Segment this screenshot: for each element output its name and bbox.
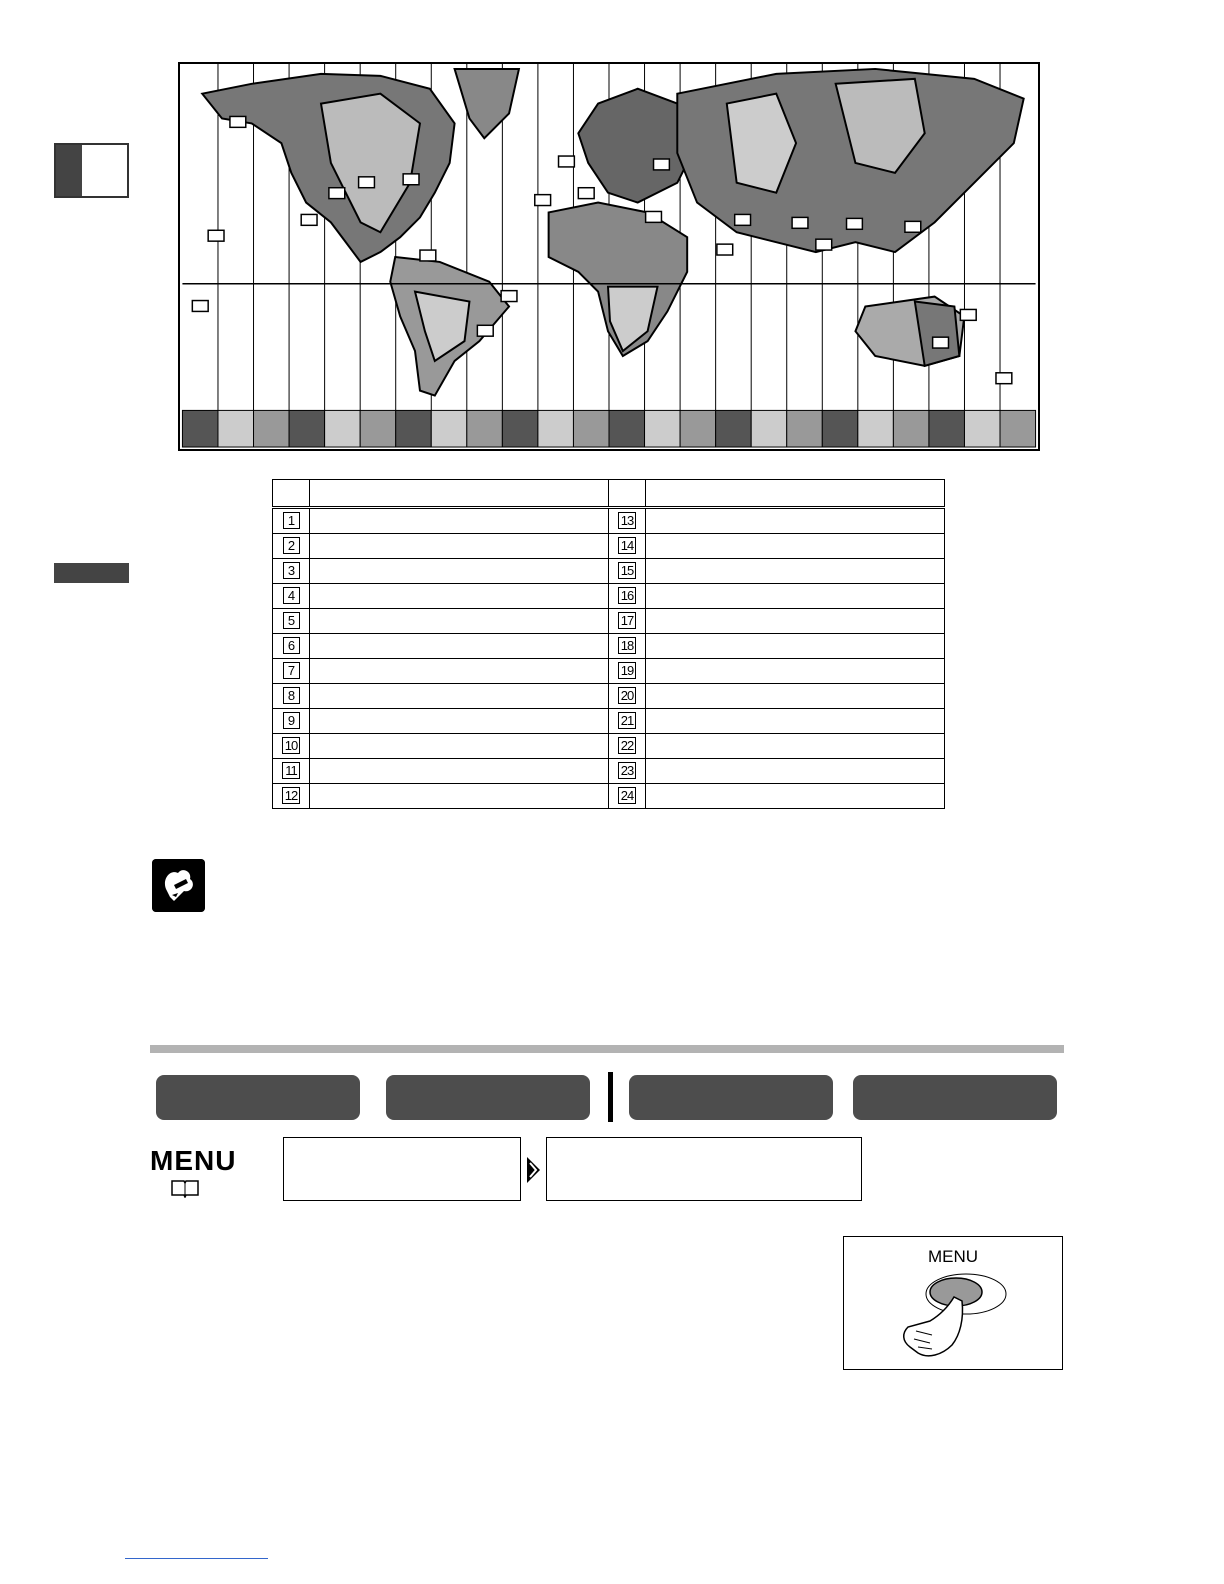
mode-button-1[interactable] — [156, 1075, 360, 1120]
time-zone-shade — [396, 410, 432, 447]
table-row — [273, 534, 945, 559]
table-row — [273, 734, 945, 759]
zone-city — [646, 508, 945, 534]
zone-city — [646, 609, 945, 634]
menu-logo: MENU — [150, 1145, 237, 1176]
time-zone-shade — [218, 410, 254, 447]
zone-number: 5 — [273, 609, 310, 634]
table-row — [273, 784, 945, 809]
time-zone-shade — [858, 410, 894, 447]
zone-city — [310, 684, 609, 709]
menu-step-1 — [283, 1137, 521, 1201]
time-zone-shade — [645, 410, 681, 447]
time-zone-shade — [431, 410, 467, 447]
zone-number: 6 — [273, 634, 310, 659]
menu-button-label: MENU — [927, 1247, 979, 1266]
zone-city — [310, 659, 609, 684]
table-row — [273, 584, 945, 609]
time-zone-shade — [716, 410, 752, 447]
zone-number: 22 — [609, 734, 646, 759]
menu-button-illustration — [843, 1236, 1063, 1370]
zone-number: 18 — [609, 634, 646, 659]
zone-number: 9 — [273, 709, 310, 734]
zone-city — [646, 634, 945, 659]
table-header-row — [273, 480, 945, 508]
time-zone-shade — [1000, 410, 1036, 447]
table-row — [273, 759, 945, 784]
time-zone-shade — [467, 410, 503, 447]
zone-city — [310, 759, 609, 784]
zone-city — [646, 559, 945, 584]
time-zone-shade — [964, 410, 1000, 447]
zone-city — [310, 784, 609, 809]
zone-city — [646, 709, 945, 734]
mode-button-2[interactable] — [386, 1075, 590, 1120]
zone-city — [646, 784, 945, 809]
zone-city — [310, 559, 609, 584]
zone-number: 12 — [273, 784, 310, 809]
zone-number: 4 — [273, 584, 310, 609]
zone-number: 15 — [609, 559, 646, 584]
zone-number: 17 — [609, 609, 646, 634]
chapter-tab — [54, 143, 129, 198]
zone-city — [646, 684, 945, 709]
zone-city — [310, 534, 609, 559]
table-row — [273, 508, 945, 534]
zone-number: 19 — [609, 659, 646, 684]
world-map — [178, 62, 1040, 451]
time-zone-shade — [289, 410, 325, 447]
table-row — [273, 684, 945, 709]
zone-city — [310, 508, 609, 534]
section-tab — [54, 563, 129, 583]
note-icon — [152, 859, 205, 912]
zone-city — [310, 584, 609, 609]
hand-pressing-icon — [844, 1237, 1064, 1371]
table-row — [273, 559, 945, 584]
footer-line — [125, 1558, 268, 1559]
zone-number: 21 — [609, 709, 646, 734]
zone-number: 3 — [273, 559, 310, 584]
zone-city — [646, 584, 945, 609]
zone-city — [646, 734, 945, 759]
mode-button-3[interactable] — [629, 1075, 833, 1120]
time-zone-shade — [609, 410, 645, 447]
table-row — [273, 659, 945, 684]
mode-button-4[interactable] — [853, 1075, 1057, 1120]
time-zone-shade — [325, 410, 361, 447]
time-zone-shade — [254, 410, 290, 447]
zone-number: 1 — [273, 508, 310, 534]
zone-number: 14 — [609, 534, 646, 559]
table-row — [273, 634, 945, 659]
time-zone-shade — [893, 410, 929, 447]
zone-city — [310, 734, 609, 759]
zone-number: 23 — [609, 759, 646, 784]
time-zone-shade — [751, 410, 787, 447]
zone-city — [310, 634, 609, 659]
time-zone-shade — [929, 410, 965, 447]
zone-number: 8 — [273, 684, 310, 709]
zone-city — [310, 709, 609, 734]
zone-number: 20 — [609, 684, 646, 709]
menu-step-2 — [546, 1137, 862, 1201]
chevron-right-icon — [524, 1155, 544, 1185]
time-zone-shade — [680, 410, 716, 447]
time-zone-shade — [822, 410, 858, 447]
zone-number: 2 — [273, 534, 310, 559]
zone-number: 13 — [609, 508, 646, 534]
section-divider — [150, 1045, 1064, 1053]
zone-city — [646, 759, 945, 784]
zone-number: 7 — [273, 659, 310, 684]
zone-number: 24 — [609, 784, 646, 809]
time-zone-shade — [360, 410, 396, 447]
greenland — [455, 69, 519, 138]
zone-city — [646, 659, 945, 684]
time-zone-table — [272, 479, 945, 809]
time-zone-shade — [787, 410, 823, 447]
time-zone-shade — [538, 410, 574, 447]
time-zone-shade — [573, 410, 609, 447]
zone-city — [646, 534, 945, 559]
mode-separator — [608, 1072, 613, 1122]
zone-number: 10 — [273, 734, 310, 759]
table-row — [273, 709, 945, 734]
table-row — [273, 609, 945, 634]
zone-number: 11 — [273, 759, 310, 784]
book-icon — [170, 1178, 200, 1198]
time-zone-shade — [502, 410, 538, 447]
time-zone-shade — [182, 410, 218, 447]
zone-city — [310, 609, 609, 634]
zone-number: 16 — [609, 584, 646, 609]
